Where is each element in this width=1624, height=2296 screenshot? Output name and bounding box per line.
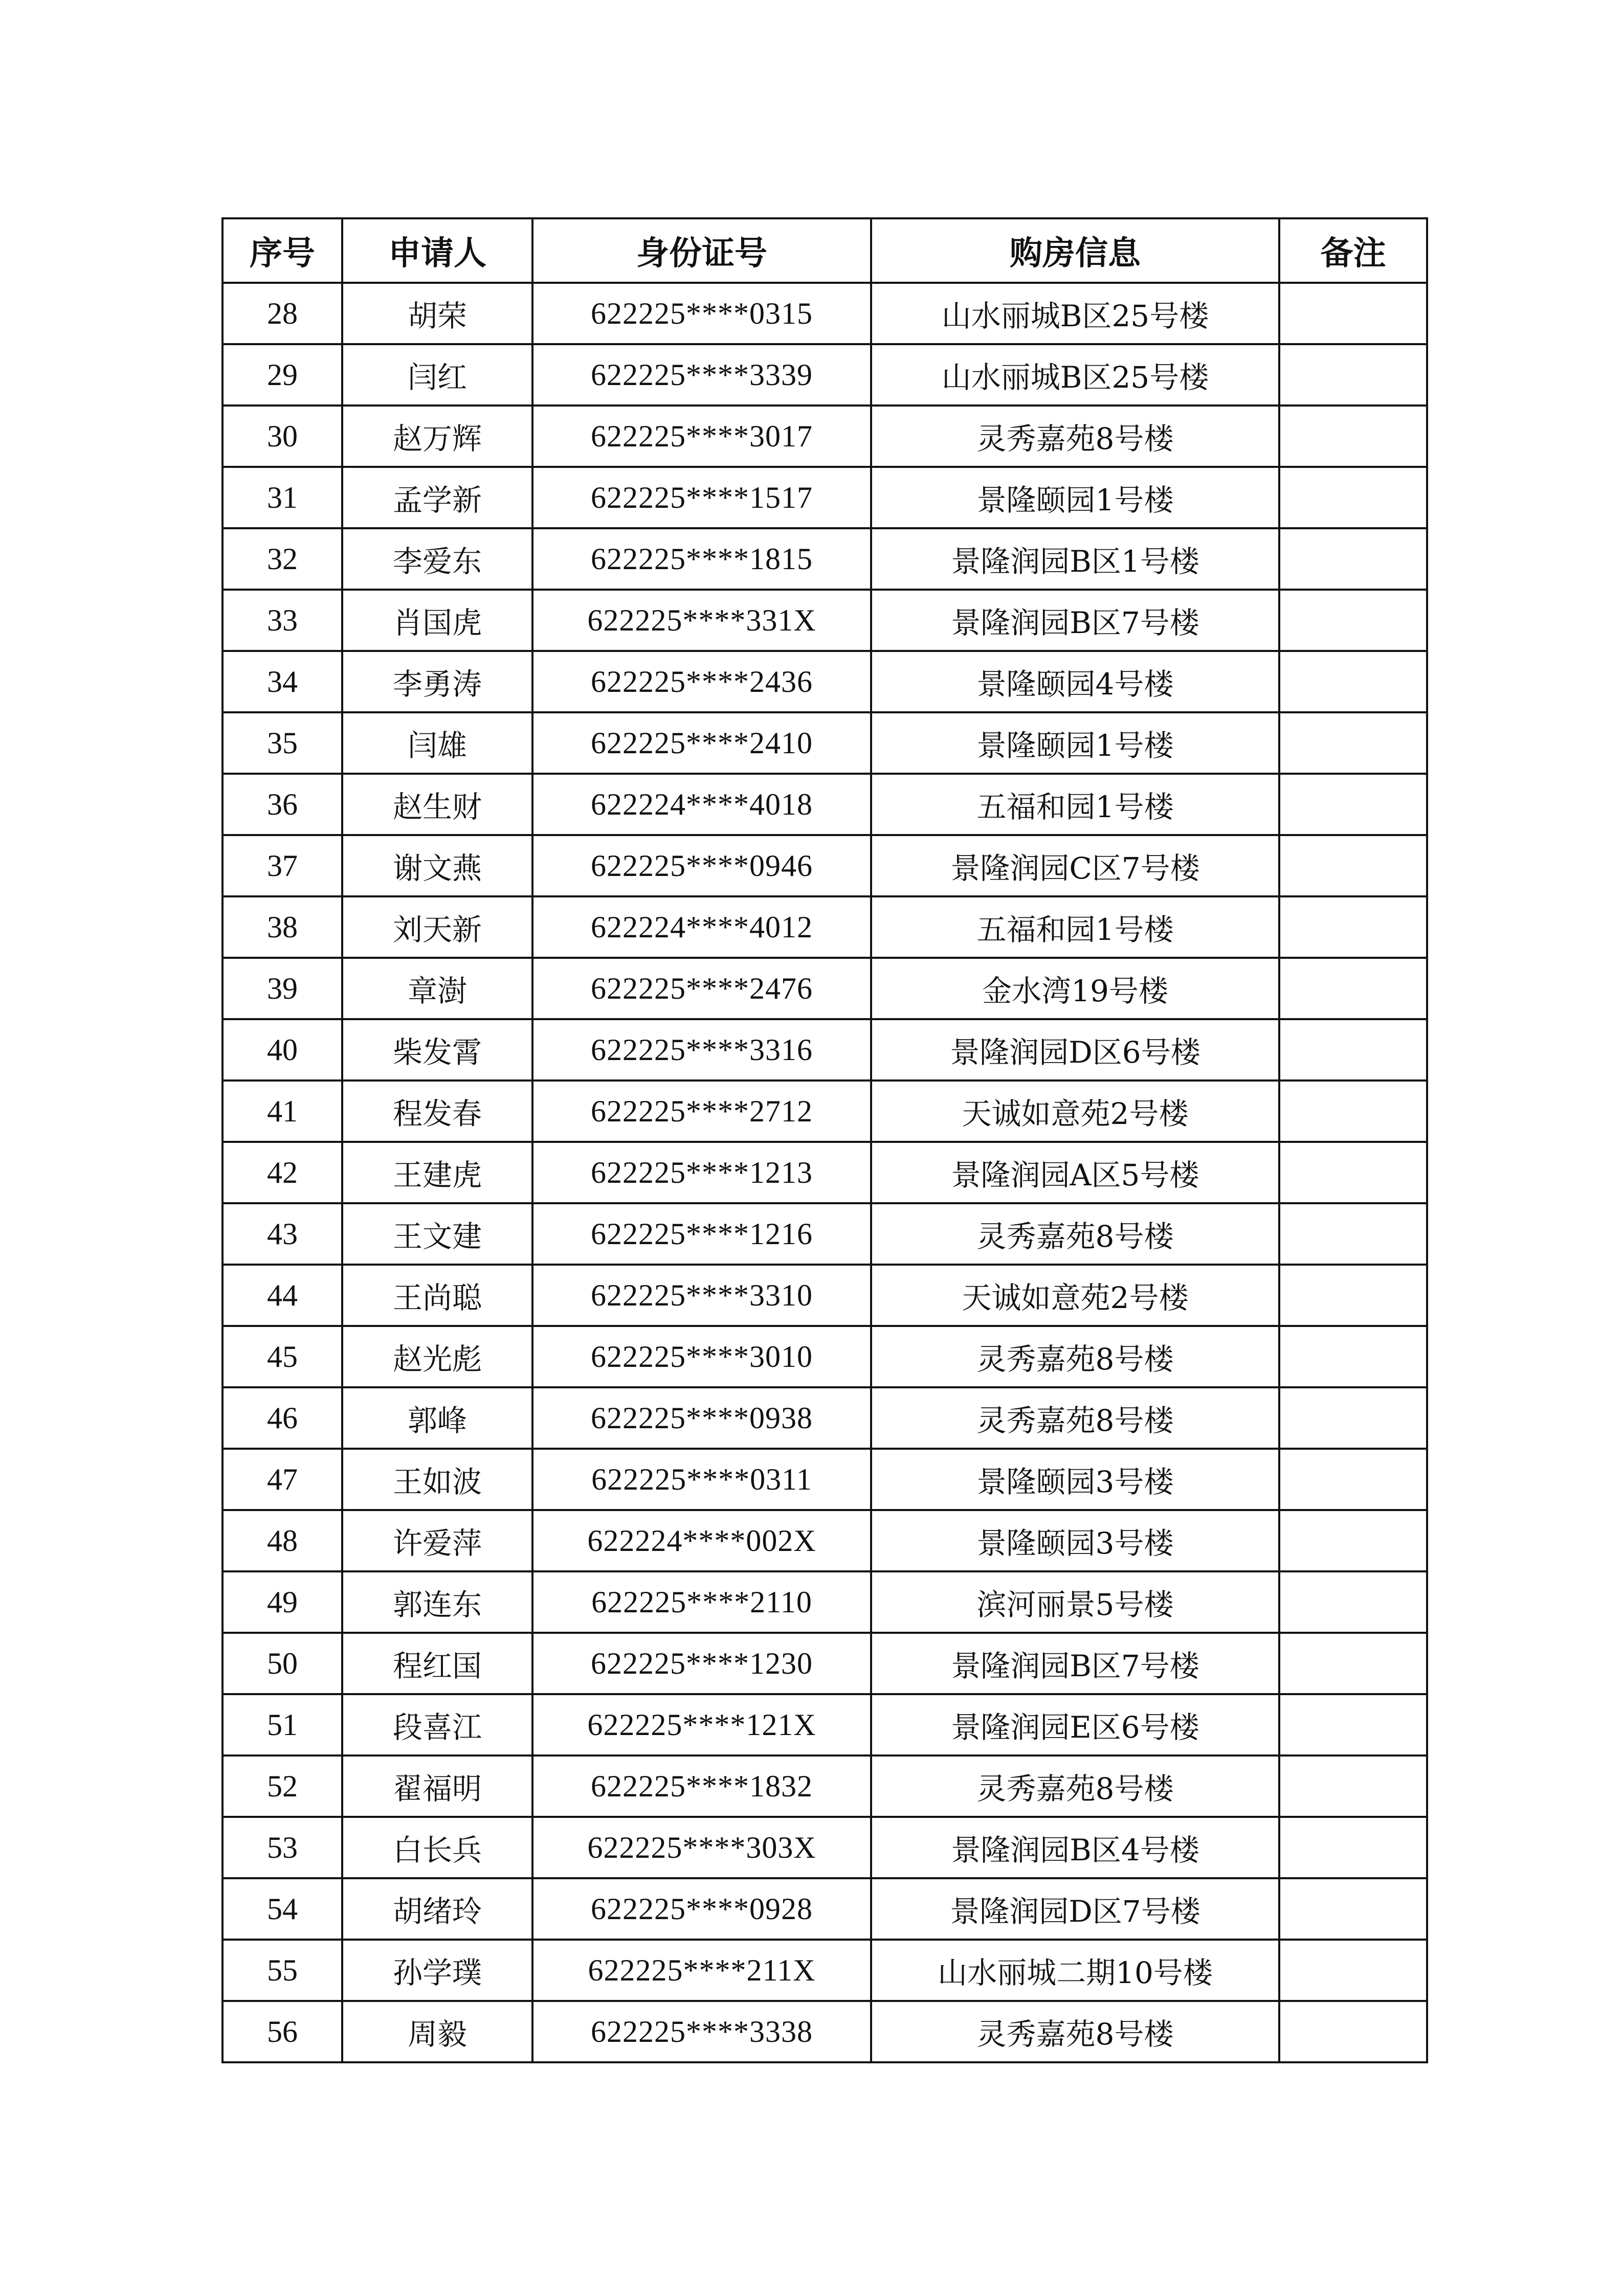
cell-no: 45 <box>223 1326 342 1387</box>
cell-housing: 天诚如意苑2号楼 <box>871 1265 1279 1326</box>
cell-no: 28 <box>223 283 342 344</box>
cell-id-number: 622225****0938 <box>532 1387 871 1449</box>
cell-remark <box>1279 1019 1427 1081</box>
cell-housing: 景隆颐园3号楼 <box>871 1510 1279 1571</box>
header-no: 序号 <box>223 218 342 283</box>
cell-housing: 灵秀嘉苑8号楼 <box>871 1755 1279 1817</box>
cell-no: 38 <box>223 896 342 958</box>
cell-id-number: 622225****331X <box>532 590 871 651</box>
cell-applicant: 赵生财 <box>342 774 532 835</box>
cell-remark <box>1279 1510 1427 1571</box>
cell-housing: 景隆颐园1号楼 <box>871 467 1279 528</box>
cell-housing: 景隆润园D区6号楼 <box>871 1019 1279 1081</box>
cell-no: 30 <box>223 406 342 467</box>
cell-remark <box>1279 1449 1427 1510</box>
cell-applicant: 郭连东 <box>342 1571 532 1633</box>
cell-id-number: 622225****0928 <box>532 1878 871 1940</box>
cell-applicant: 闫红 <box>342 344 532 406</box>
table-row <box>223 958 1427 1019</box>
cell-no: 40 <box>223 1019 342 1081</box>
cell-no: 32 <box>223 528 342 590</box>
cell-no: 50 <box>223 1633 342 1694</box>
cell-no: 44 <box>223 1265 342 1326</box>
cell-no: 31 <box>223 467 342 528</box>
cell-remark <box>1279 406 1427 467</box>
cell-remark <box>1279 283 1427 344</box>
cell-housing: 景隆颐园4号楼 <box>871 651 1279 712</box>
cell-id-number: 622225****1216 <box>532 1203 871 1265</box>
cell-applicant: 章澍 <box>342 958 532 1019</box>
table-row <box>223 835 1427 896</box>
cell-remark <box>1279 1203 1427 1265</box>
cell-no: 35 <box>223 712 342 774</box>
cell-no: 39 <box>223 958 342 1019</box>
cell-id-number: 622225****3339 <box>532 344 871 406</box>
cell-applicant: 段喜江 <box>342 1694 532 1755</box>
cell-housing: 灵秀嘉苑8号楼 <box>871 406 1279 467</box>
cell-id-number: 622225****121X <box>532 1694 871 1755</box>
cell-id-number: 622225****1815 <box>532 528 871 590</box>
cell-id-number: 622225****2712 <box>532 1081 871 1142</box>
cell-remark <box>1279 1265 1427 1326</box>
cell-applicant: 闫雄 <box>342 712 532 774</box>
cell-no: 51 <box>223 1694 342 1755</box>
cell-housing: 景隆润园C区7号楼 <box>871 835 1279 896</box>
cell-housing: 景隆颐园1号楼 <box>871 712 1279 774</box>
cell-remark <box>1279 958 1427 1019</box>
cell-remark <box>1279 467 1427 528</box>
cell-applicant: 刘天新 <box>342 896 532 958</box>
cell-no: 55 <box>223 1940 342 2001</box>
cell-no: 56 <box>223 2001 342 2062</box>
cell-id-number: 622225****1832 <box>532 1755 871 1817</box>
cell-applicant: 胡绪玲 <box>342 1878 532 1940</box>
cell-id-number: 622225****3338 <box>532 2001 871 2062</box>
cell-id-number: 622225****303X <box>532 1817 871 1878</box>
cell-housing: 灵秀嘉苑8号楼 <box>871 2001 1279 2062</box>
cell-remark <box>1279 835 1427 896</box>
header-housing: 购房信息 <box>871 218 1279 283</box>
cell-remark <box>1279 528 1427 590</box>
table-row <box>223 283 1427 344</box>
table-row <box>223 2001 1427 2062</box>
table-row <box>223 1019 1427 1081</box>
cell-applicant: 王建虎 <box>342 1142 532 1203</box>
cell-remark <box>1279 590 1427 651</box>
cell-remark <box>1279 1081 1427 1142</box>
cell-housing: 金水湾19号楼 <box>871 958 1279 1019</box>
cell-housing: 灵秀嘉苑8号楼 <box>871 1326 1279 1387</box>
table-row <box>223 1817 1427 1878</box>
cell-housing: 景隆润园B区4号楼 <box>871 1817 1279 1878</box>
table-row <box>223 1940 1427 2001</box>
cell-remark <box>1279 1940 1427 2001</box>
cell-remark <box>1279 1326 1427 1387</box>
cell-applicant: 许爱萍 <box>342 1510 532 1571</box>
cell-remark <box>1279 344 1427 406</box>
table-row <box>223 1755 1427 1817</box>
table-row <box>223 1081 1427 1142</box>
cell-remark <box>1279 1755 1427 1817</box>
cell-applicant: 翟福明 <box>342 1755 532 1817</box>
cell-applicant: 李爱东 <box>342 528 532 590</box>
table-row <box>223 1449 1427 1510</box>
cell-housing: 灵秀嘉苑8号楼 <box>871 1203 1279 1265</box>
cell-no: 49 <box>223 1571 342 1633</box>
table-row <box>223 1265 1427 1326</box>
cell-applicant: 程发春 <box>342 1081 532 1142</box>
cell-housing: 景隆润园B区1号楼 <box>871 528 1279 590</box>
cell-id-number: 622224****002X <box>532 1510 871 1571</box>
cell-id-number: 622225****0315 <box>532 283 871 344</box>
cell-no: 53 <box>223 1817 342 1878</box>
table-row <box>223 1633 1427 1694</box>
cell-remark <box>1279 2001 1427 2062</box>
cell-id-number: 622225****1213 <box>532 1142 871 1203</box>
cell-id-number: 622224****4012 <box>532 896 871 958</box>
cell-remark <box>1279 1817 1427 1878</box>
cell-remark <box>1279 1571 1427 1633</box>
cell-no: 33 <box>223 590 342 651</box>
cell-housing: 山水丽城B区25号楼 <box>871 344 1279 406</box>
cell-applicant: 柴发霄 <box>342 1019 532 1081</box>
cell-id-number: 622225****2476 <box>532 958 871 1019</box>
cell-applicant: 谢文燕 <box>342 835 532 896</box>
cell-applicant: 白长兵 <box>342 1817 532 1878</box>
cell-no: 36 <box>223 774 342 835</box>
cell-housing: 灵秀嘉苑8号楼 <box>871 1387 1279 1449</box>
table-header <box>223 218 1427 283</box>
cell-id-number: 622225****1517 <box>532 467 871 528</box>
cell-applicant: 王文建 <box>342 1203 532 1265</box>
table-row <box>223 1142 1427 1203</box>
cell-remark <box>1279 1878 1427 1940</box>
cell-remark <box>1279 896 1427 958</box>
cell-id-number: 622225****3316 <box>532 1019 871 1081</box>
cell-no: 52 <box>223 1755 342 1817</box>
cell-id-number: 622225****3017 <box>532 406 871 467</box>
cell-housing: 山水丽城B区25号楼 <box>871 283 1279 344</box>
table-row <box>223 1878 1427 1940</box>
cell-no: 43 <box>223 1203 342 1265</box>
cell-no: 47 <box>223 1449 342 1510</box>
table-row <box>223 651 1427 712</box>
cell-applicant: 李勇涛 <box>342 651 532 712</box>
cell-housing: 天诚如意苑2号楼 <box>871 1081 1279 1142</box>
cell-applicant: 王如波 <box>342 1449 532 1510</box>
cell-no: 34 <box>223 651 342 712</box>
cell-id-number: 622225****3310 <box>532 1265 871 1326</box>
cell-housing: 滨河丽景5号楼 <box>871 1571 1279 1633</box>
cell-applicant: 王尚聪 <box>342 1265 532 1326</box>
header-row <box>223 218 1427 283</box>
cell-applicant: 肖国虎 <box>342 590 532 651</box>
cell-housing: 景隆润园A区5号楼 <box>871 1142 1279 1203</box>
cell-remark <box>1279 651 1427 712</box>
cell-housing: 山水丽城二期10号楼 <box>871 1940 1279 2001</box>
table-row <box>223 344 1427 406</box>
cell-no: 42 <box>223 1142 342 1203</box>
cell-no: 54 <box>223 1878 342 1940</box>
cell-no: 48 <box>223 1510 342 1571</box>
cell-housing: 景隆颐园3号楼 <box>871 1449 1279 1510</box>
cell-id-number: 622225****0311 <box>532 1449 871 1510</box>
cell-id-number: 622225****2436 <box>532 651 871 712</box>
cell-applicant: 程红国 <box>342 1633 532 1694</box>
cell-id-number: 622225****3010 <box>532 1326 871 1387</box>
cell-housing: 景隆润园B区7号楼 <box>871 1633 1279 1694</box>
cell-housing: 景隆润园B区7号楼 <box>871 590 1279 651</box>
cell-remark <box>1279 1694 1427 1755</box>
cell-no: 29 <box>223 344 342 406</box>
table-row <box>223 1203 1427 1265</box>
header-applicant: 申请人 <box>342 218 532 283</box>
cell-remark <box>1279 774 1427 835</box>
header-id-number: 身份证号 <box>532 218 871 283</box>
cell-housing: 景隆润园D区7号楼 <box>871 1878 1279 1940</box>
cell-applicant: 周毅 <box>342 2001 532 2062</box>
cell-applicant: 孟学新 <box>342 467 532 528</box>
cell-applicant: 胡荣 <box>342 283 532 344</box>
table-row <box>223 467 1427 528</box>
table-row <box>223 1387 1427 1449</box>
table-row <box>223 1510 1427 1571</box>
cell-applicant: 赵光彪 <box>342 1326 532 1387</box>
cell-housing: 五福和园1号楼 <box>871 896 1279 958</box>
table-row <box>223 712 1427 774</box>
cell-id-number: 622225****2110 <box>532 1571 871 1633</box>
table-row <box>223 1326 1427 1387</box>
cell-no: 41 <box>223 1081 342 1142</box>
table-body <box>223 283 1427 2062</box>
cell-id-number: 622225****211X <box>532 1940 871 2001</box>
applicant-table <box>221 217 1428 2063</box>
cell-id-number: 622224****4018 <box>532 774 871 835</box>
table-row <box>223 1571 1427 1633</box>
cell-id-number: 622225****2410 <box>532 712 871 774</box>
cell-remark <box>1279 1387 1427 1449</box>
table-row <box>223 896 1427 958</box>
cell-applicant: 赵万辉 <box>342 406 532 467</box>
cell-housing: 景隆润园E区6号楼 <box>871 1694 1279 1755</box>
cell-applicant: 孙学璞 <box>342 1940 532 2001</box>
table-row <box>223 1694 1427 1755</box>
cell-id-number: 622225****0946 <box>532 835 871 896</box>
cell-remark <box>1279 1142 1427 1203</box>
table-row <box>223 590 1427 651</box>
cell-remark <box>1279 712 1427 774</box>
cell-no: 37 <box>223 835 342 896</box>
cell-housing: 五福和园1号楼 <box>871 774 1279 835</box>
table-row <box>223 406 1427 467</box>
cell-remark <box>1279 1633 1427 1694</box>
table-row <box>223 774 1427 835</box>
header-remarks: 备注 <box>1279 218 1427 283</box>
cell-applicant: 郭峰 <box>342 1387 532 1449</box>
table-row <box>223 528 1427 590</box>
cell-id-number: 622225****1230 <box>532 1633 871 1694</box>
cell-no: 46 <box>223 1387 342 1449</box>
